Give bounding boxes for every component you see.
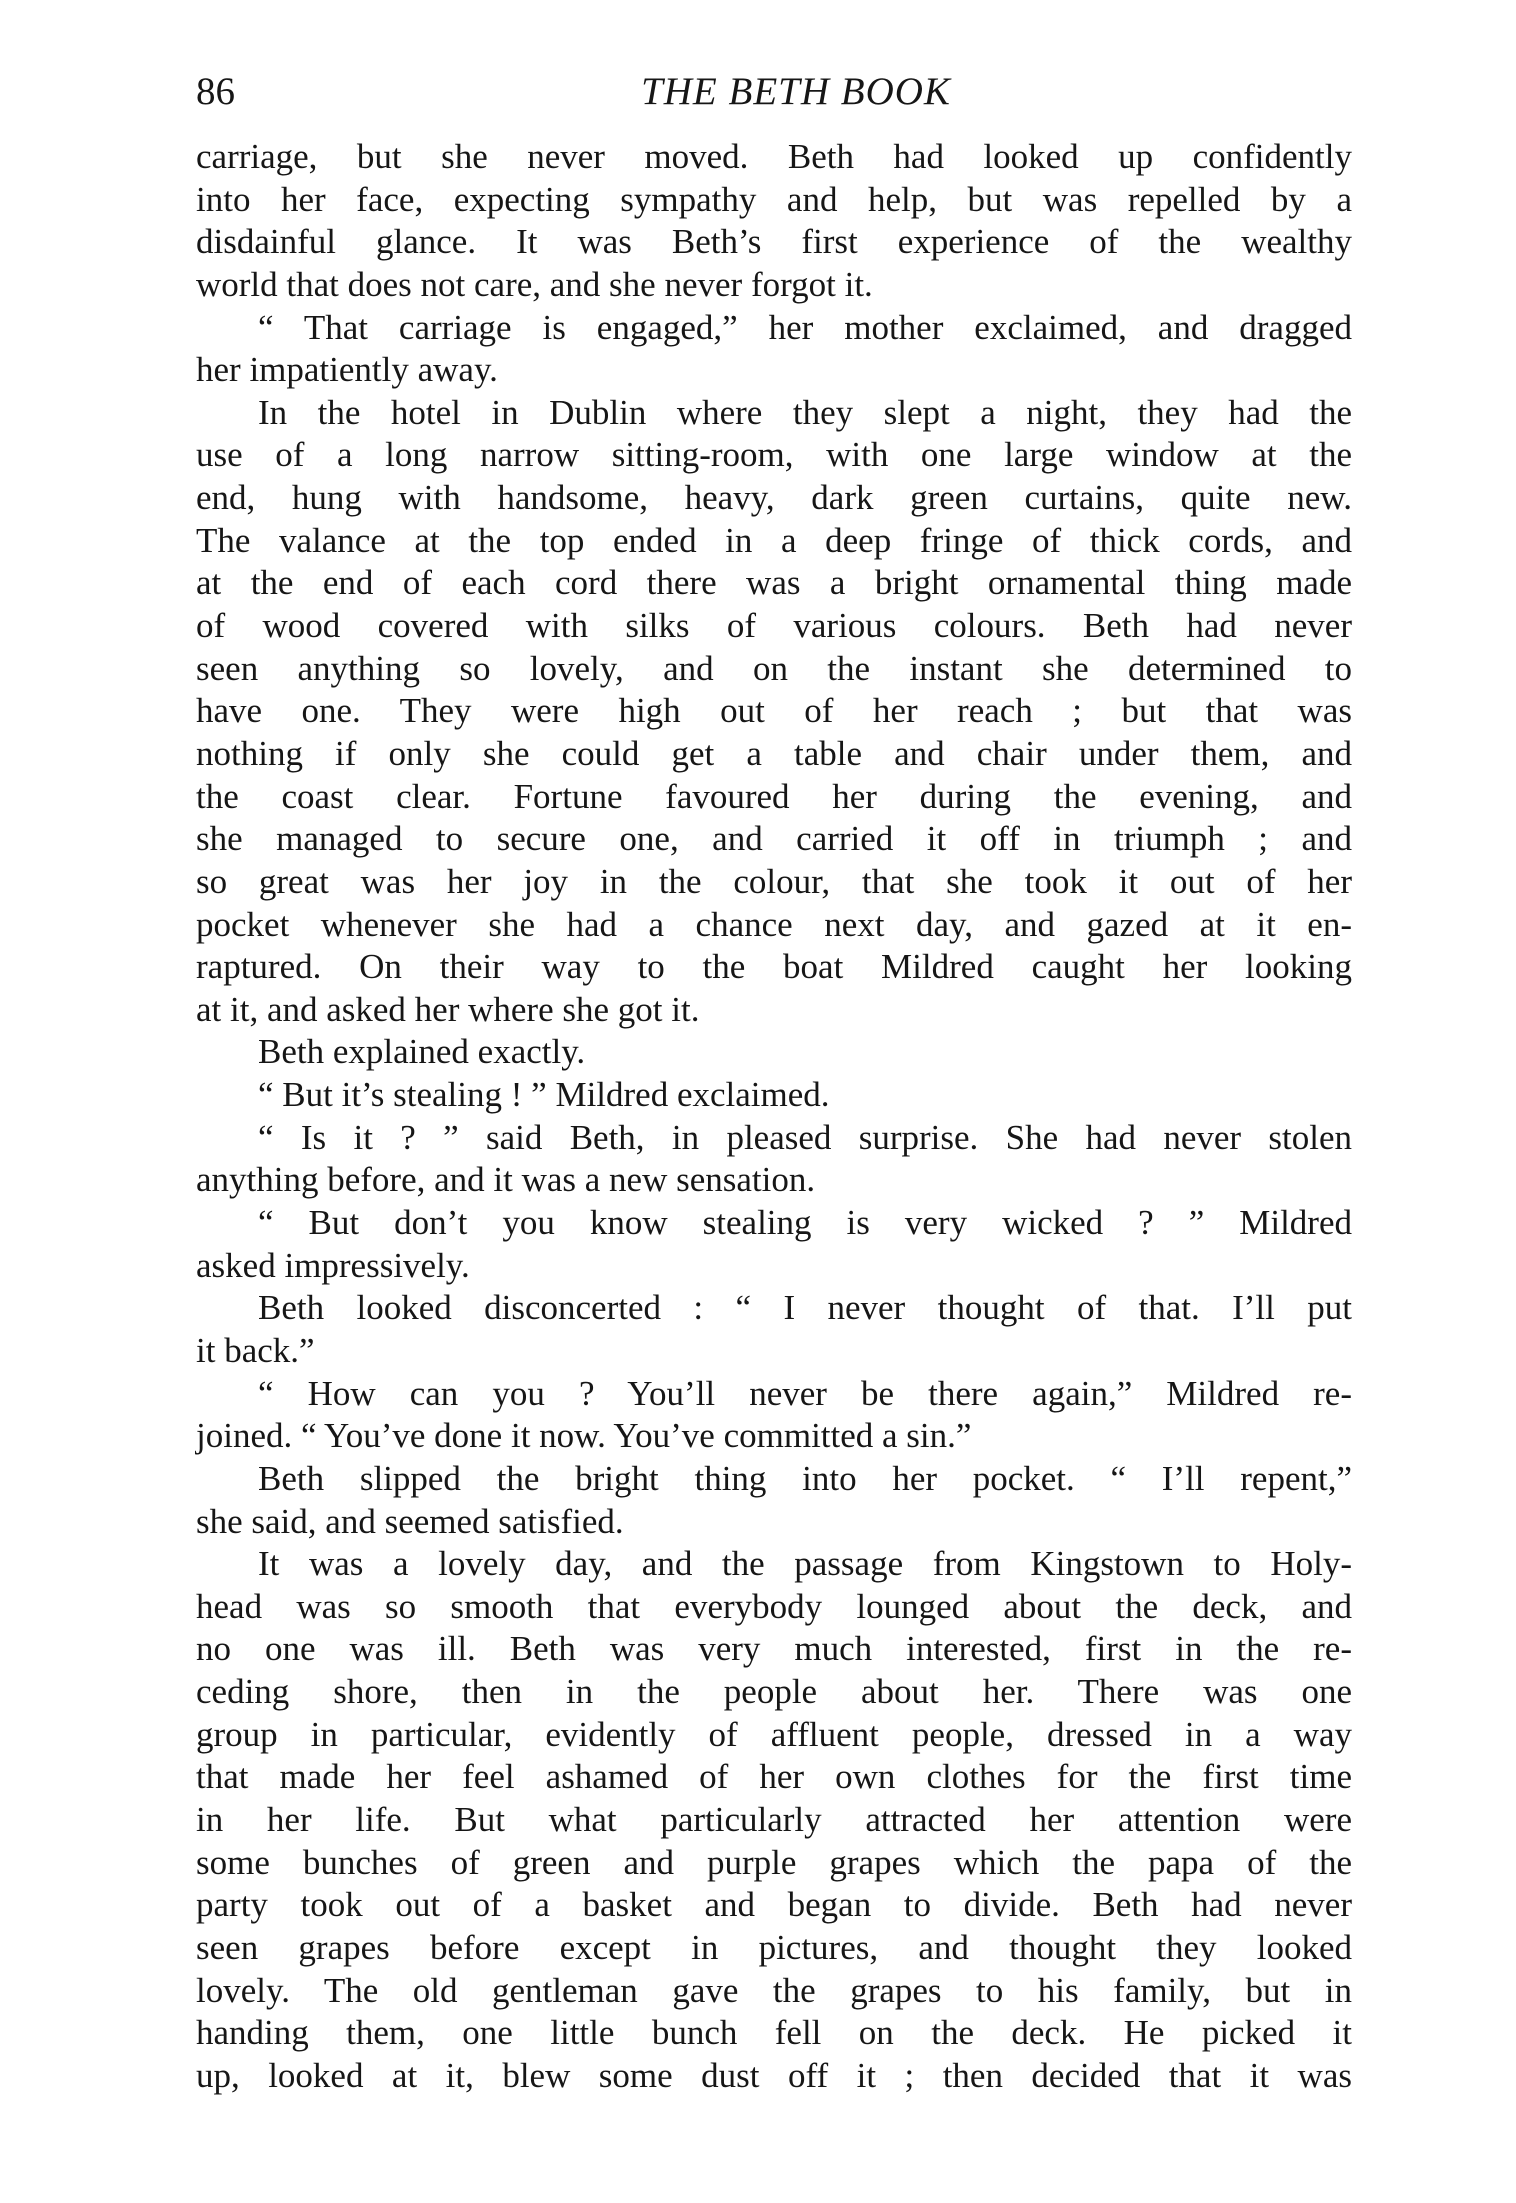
- text-line: Beth looked disconcerted : “ I never thought of that. I’ll put: [258, 1288, 1352, 1328]
- text-line: joined. “ You’ve done it now. You’ve committed a sin.”: [196, 1416, 972, 1456]
- text-line: seen anything so lovely, and on the instant she determined to: [196, 648, 1352, 688]
- text-line: lovely. The old gentleman gave the grapes to his family, but in: [196, 1970, 1352, 2010]
- text-line: she said, and seemed satisfied.: [196, 1501, 624, 1541]
- text-line: seen grapes before except in pictures, and thought they looked: [196, 1927, 1352, 1967]
- text-line: head was so smooth that everybody lounged about the deck, and: [196, 1586, 1352, 1626]
- text-line: world that does not care, and she never forgot it.: [196, 264, 873, 304]
- text-line: “ How can you ? You’ll never be there again,” Mildred re-: [258, 1373, 1352, 1413]
- text-line: use of a long narrow sitting-room, with one large window at the: [196, 435, 1352, 475]
- text-line: up, looked at it, blew some dust off it ; then decided that it was: [196, 2055, 1352, 2095]
- text-line: carriage, but she never moved. Beth had looked up confidently: [196, 137, 1352, 176]
- text-line: of wood covered with silks of various colours. Beth had never: [196, 606, 1352, 646]
- running-title: THE BETH BOOK: [641, 70, 951, 113]
- text-line: she managed to secure one, and carried it off in triumph ; and: [196, 819, 1352, 859]
- text-line: nothing if only she could get a table and chair under them, and: [196, 733, 1352, 773]
- text-line: have one. They were high out of her reach ; but that was: [196, 691, 1352, 731]
- text-line: asked impressively.: [196, 1245, 470, 1285]
- text-line: into her face, expecting sympathy and help, but was repelled by a: [196, 179, 1352, 219]
- text-line: in her life. But what particularly attracted her attention were: [196, 1799, 1352, 1839]
- text-line: Beth explained exactly.: [258, 1032, 586, 1072]
- text-line: the coast clear. Fortune favoured her during the evening, and: [196, 776, 1352, 816]
- text-line: group in particular, evidently of affluent people, dressed in a way: [196, 1714, 1352, 1754]
- text-line: no one was ill. Beth was very much interested, first in the re-: [196, 1629, 1352, 1669]
- text-line: raptured. On their way to the boat Mildred caught her looking: [196, 947, 1352, 987]
- text-line: It was a lovely day, and the passage from Kingstown to Holy-: [258, 1544, 1352, 1584]
- text-line: at it, and asked her where she got it.: [196, 989, 700, 1029]
- text-line: “ That carriage is engaged,” her mother exclaimed, and dragged: [258, 307, 1352, 347]
- text-line: at the end of each cord there was a bright ornamental thing made: [196, 563, 1352, 603]
- text-line: “ But don’t you know stealing is very wicked ? ” Mildred: [258, 1203, 1352, 1243]
- text-line: so great was her joy in the colour, that she took it out of her: [196, 861, 1352, 901]
- text-line: “ But it’s stealing ! ” Mildred exclaimed.: [258, 1075, 830, 1115]
- text-line: anything before, and it was a new sensation.: [196, 1160, 816, 1200]
- text-line: In the hotel in Dublin where they slept a night, they had the: [258, 392, 1352, 432]
- text-line: it back.”: [196, 1330, 315, 1370]
- text-line: handing them, one little bunch fell on the deck. He picked it: [196, 2013, 1352, 2053]
- text-line: ceding shore, then in the people about her. There was one: [196, 1672, 1352, 1712]
- body-text: [196, 136, 1352, 2097]
- text-line: pocket whenever she had a chance next day, and gazed at it en-: [196, 904, 1352, 944]
- text-line: that made her feel ashamed of her own clothes for the first time: [196, 1757, 1352, 1797]
- text-line: Beth slipped the bright thing into her pocket. “ I’ll repent,”: [258, 1458, 1352, 1498]
- text-line: her impatiently away.: [196, 350, 498, 390]
- text-line: The valance at the top ended in a deep fringe of thick cords, and: [196, 520, 1352, 560]
- text-line: party took out of a basket and began to divide. Beth had never: [196, 1885, 1352, 1925]
- text-line: some bunches of green and purple grapes which the papa of the: [196, 1842, 1352, 1882]
- text-line: disdainful glance. It was Beth’s first experience of the wealthy: [196, 222, 1352, 262]
- text-line: end, hung with handsome, heavy, dark green curtains, quite new.: [196, 478, 1352, 518]
- page-number: 86: [196, 70, 235, 113]
- text-line: “ Is it ? ” said Beth, in pleased surprise. She had never stolen: [258, 1117, 1352, 1157]
- running-head: [196, 62, 1356, 122]
